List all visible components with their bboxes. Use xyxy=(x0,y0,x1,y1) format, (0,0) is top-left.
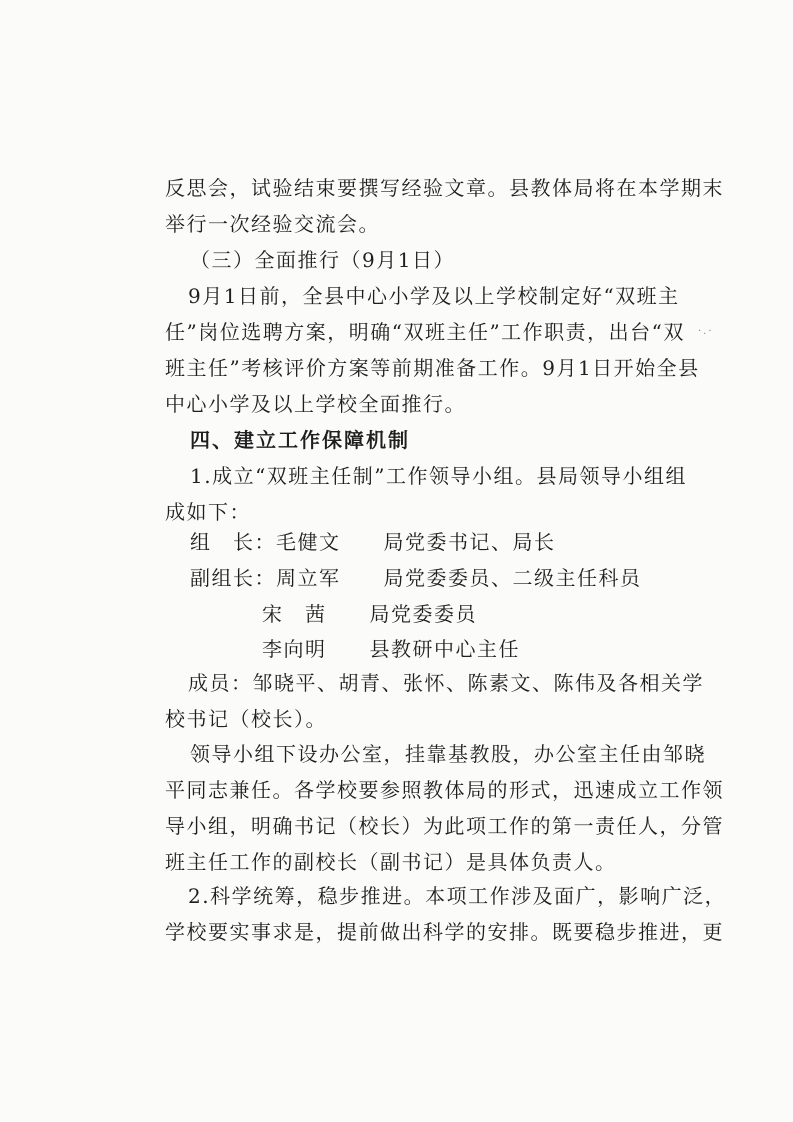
text-line: 9月1日前，全县中心小学及以上学校制定好“双班主 xyxy=(188,284,680,308)
text-line: 中心小学及以上学校全面推行。 xyxy=(165,392,466,416)
deputy-leader-line: 李向明 县教研中心主任 xyxy=(262,637,520,661)
text-line: 班主任工作的副校长（副书记）是具体负责人。 xyxy=(165,850,617,874)
text-line: 校书记（校长）。 xyxy=(165,707,327,731)
deputy-leader-line: 副组长：周立军 局党委委员、二级主任科员 xyxy=(190,566,642,590)
section-heading: 四、建立工作保障机制 xyxy=(190,428,410,452)
text-line: 举行一次经验交流会。 xyxy=(165,212,380,236)
members-line: 成员：邹晓平、胡青、张怀、陈素文、陈伟及各相关学 xyxy=(188,671,704,695)
text-line: 领导小组下设办公室，挂靠基教股，办公室主任由邹晓 xyxy=(190,742,706,766)
text-line: 学校要实事求是，提前做出科学的安排。既要稳步推进，更 xyxy=(165,920,724,944)
text-line: 成如下： xyxy=(165,500,251,524)
text-line: 平同志兼任。各学校要参照教体局的形式，迅速成立工作领 xyxy=(165,778,724,802)
text-line: 班主任”考核评价方案等前期准备工作。9月1日开始全县 xyxy=(165,356,700,380)
text-line: 导小组，明确书记（校长）为此项工作的第一责任人，分管 xyxy=(165,814,724,838)
deputy-leader-line: 宋 茜 局党委委员 xyxy=(262,602,477,626)
group-leader-line: 组 长：毛健文 局党委书记、局长 xyxy=(190,530,556,554)
text-line: 任”岗位选聘方案，明确“双班主任”工作职责，出台“双 xyxy=(165,320,685,344)
text-line: 反思会，试验结束要撰写经验文章。县教体局将在本学期末 xyxy=(165,176,724,200)
subsection-heading: （三）全面推行（9月1日） xyxy=(190,248,455,272)
margin-mark: ·.· xyxy=(698,326,714,337)
text-line: 2.科学统筹，稳步推进。本项工作涉及面广，影响广泛， xyxy=(188,884,727,908)
text-line: 1.成立“双班主任制”工作领导小组。县局领导小组组 xyxy=(190,464,688,488)
